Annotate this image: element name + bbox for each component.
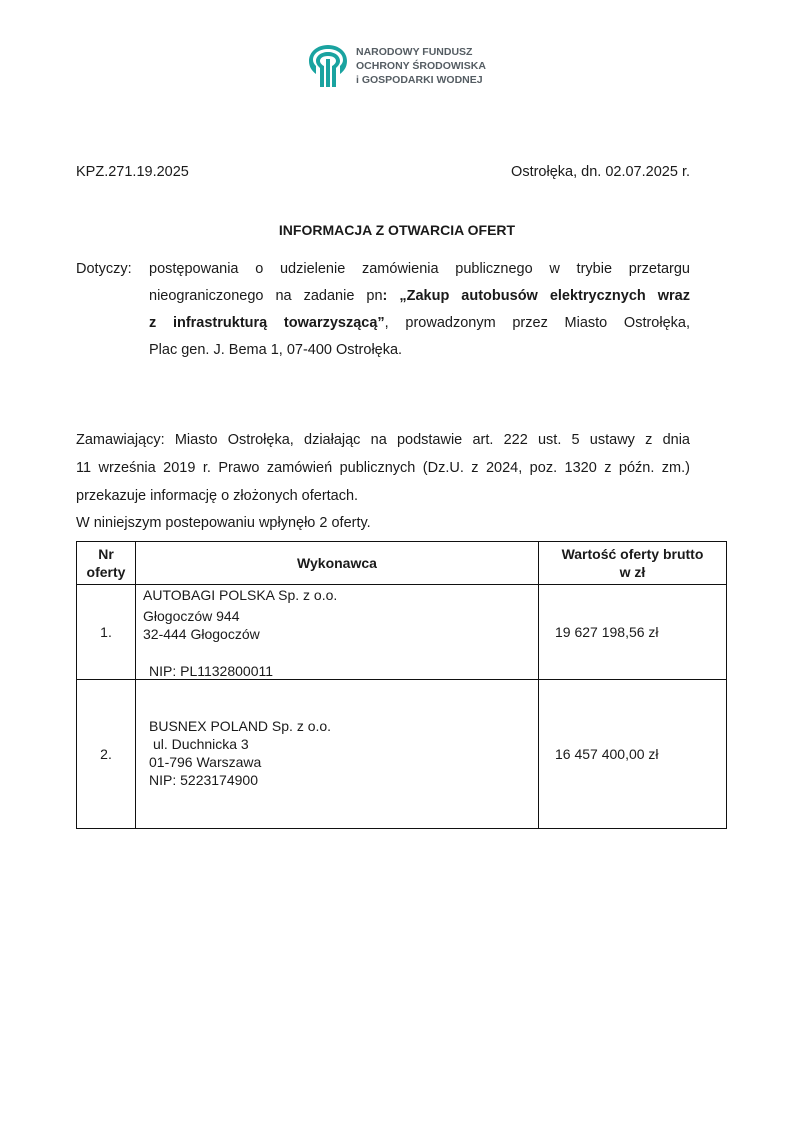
paragraph-line-1: Zamawiający: Miasto Ostrołęka, działając na podstawie art. 222 ust. 5 ustawy z dnia	[76, 432, 690, 448]
header-nr-line-2: oferty	[86, 564, 126, 580]
offer-number: 2.	[77, 680, 136, 829]
contractor-city: 01-796 Warszawa	[149, 754, 262, 770]
logo-line-2: OCHRONY ŚRODOWISKA	[356, 60, 486, 72]
logo-line-3: i GOSPODARKI WODNEJ	[356, 74, 483, 86]
contractor-name: AUTOBAGI POLSKA Sp. z o.o.	[143, 587, 338, 603]
dotyczy-line-4: Plac gen. J. Bema 1, 07-400 Ostrołęka.	[149, 342, 403, 358]
dotyczy-line-3	[149, 314, 690, 332]
offer-value: 19 627 198,56 zł	[539, 585, 727, 680]
document-title: INFORMACJA Z OTWARCIA OFERT	[278, 222, 516, 238]
dotyczy-line-2-bold: : „Zakup autobusów elektrycznych wraz	[382, 288, 690, 304]
dotyczy-line-1: postępowania o udzielenie zamówienia publicznego w trybie przetargu	[149, 261, 690, 277]
dotyczy-label: Dotyczy:	[76, 261, 132, 277]
reference-number: KPZ.271.19.2025	[76, 164, 189, 180]
logo-text	[356, 45, 486, 87]
dotyczy-line-3-bold: z infrastrukturą towarzyszącą”	[149, 315, 385, 331]
header-wartosc-line-2: w zł	[619, 564, 646, 580]
table-header-row	[77, 542, 727, 585]
place-and-date: Ostrołęka, dn. 02.07.2025 r.	[511, 164, 690, 180]
dotyczy-line-2-text: nieograniczonego na zadanie pn	[149, 288, 383, 304]
contractor-cell	[136, 585, 539, 680]
contractor-nip: NIP: PL1132800011	[149, 663, 274, 679]
dotyczy-line-3-text: , prowadzonym przez Miasto Ostrołęka,	[384, 315, 690, 331]
table-row	[77, 680, 727, 829]
tree-logo-icon	[308, 44, 348, 88]
offers-table	[76, 541, 727, 829]
paragraph-line-2: 11 września 2019 r. Prawo zamówień publicznych (Dz.U. z 2024, poz. 1320 z późn. zm.)	[76, 460, 690, 476]
contractor-name: BUSNEX POLAND Sp. z o.o.	[149, 718, 332, 734]
contractor-cell	[136, 680, 539, 829]
dotyczy-line-2	[149, 287, 690, 305]
contractor-street: ul. Duchnicka 3	[153, 736, 249, 752]
nfosigw-logo	[308, 44, 486, 92]
table-row	[77, 585, 727, 680]
header-wykonawca: Wykonawca	[136, 542, 539, 585]
offer-value: 16 457 400,00 zł	[539, 680, 727, 829]
contractor-nip: NIP: 5223174900	[149, 772, 258, 788]
header-nr-oferty	[77, 542, 136, 585]
contractor-city: 32-444 Głogoczów	[143, 626, 260, 642]
paragraph-line-3: przekazuje informację o złożonych ofertach.	[76, 488, 359, 504]
header-wartosc	[539, 542, 727, 585]
paragraph-line-4: W niniejszym postepowaniu wpłynęło 2 oferty.	[76, 515, 371, 531]
offer-number: 1.	[77, 585, 136, 680]
header-nr-line-1: Nr	[98, 546, 114, 562]
logo-line-1: NARODOWY FUNDUSZ	[356, 46, 473, 58]
contractor-street: Głogoczów 944	[143, 608, 240, 624]
header-wartosc-line-1: Wartość oferty brutto	[561, 546, 704, 562]
